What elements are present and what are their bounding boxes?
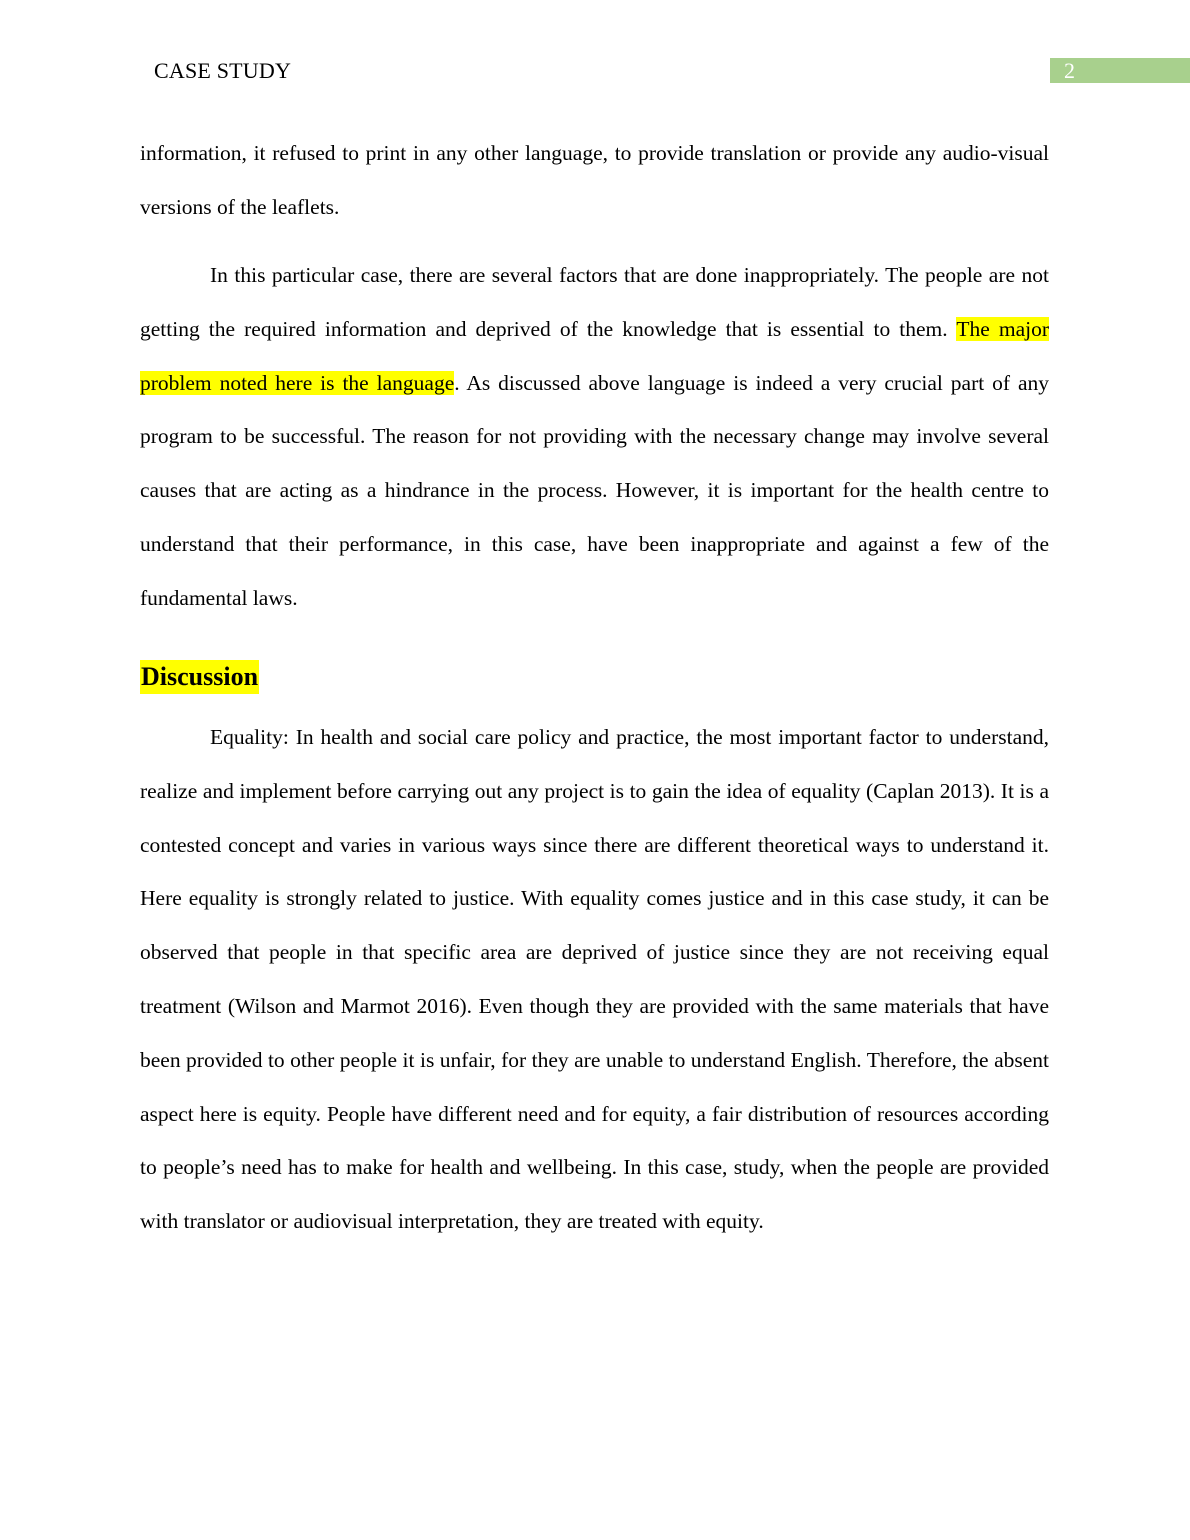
paragraph-text-before-highlight: In this particular case, there are several factors that are done inappropriately. The people are not getting the required information and deprived of the knowledge that is essential to them. (140, 263, 1049, 341)
page-number: 2 (1064, 58, 1075, 83)
section-heading-discussion: Discussion (140, 660, 259, 694)
paragraph-continuation: information, it refused to print in any other language, to provide translation or provide any audio-visual versions of the leaflets. (140, 141, 1049, 219)
paragraph-case-factors (140, 249, 1049, 626)
paragraph-text-after-highlight: . As discussed above language is indeed a very crucial part of any program to be successful. The reason for not providing with the necessary change may involve several causes that are acting as a hindrance in the process. However, it is important for the health centre to understand that their performance, in this case, have been inappropriate and against a few of the fundamental laws. (140, 370, 1049, 610)
paragraph-equality: Equality: In health and social care policy and practice, the most important factor to understand, realize and implement before carrying out any project is to gain the idea of equality (Caplan 2013). It is a contested concept and varies in various ways since there are different theoretical ways to understand it. Here equality is strongly related to justice. With equality comes justice and in this case study, it can be observed that people in that specific area are deprived of justice since they are not receiving equal treatment (Wilson and Marmot 2016). Even though they are provided with the same materials that have been provided to other people it is unfair, for they are unable to understand English. Therefore, the absent aspect here is equity. People have different need and for equity, a fair distribution of resources according to people’s need has to make for health and wellbeing. In this case, study, when the people are provided with translator or audiovisual interpretation, they are treated with equity. (140, 725, 1049, 1234)
running-header: CASE STUDY (154, 58, 292, 83)
highlighted-sentence: The major problem noted here is the language (140, 316, 1050, 395)
